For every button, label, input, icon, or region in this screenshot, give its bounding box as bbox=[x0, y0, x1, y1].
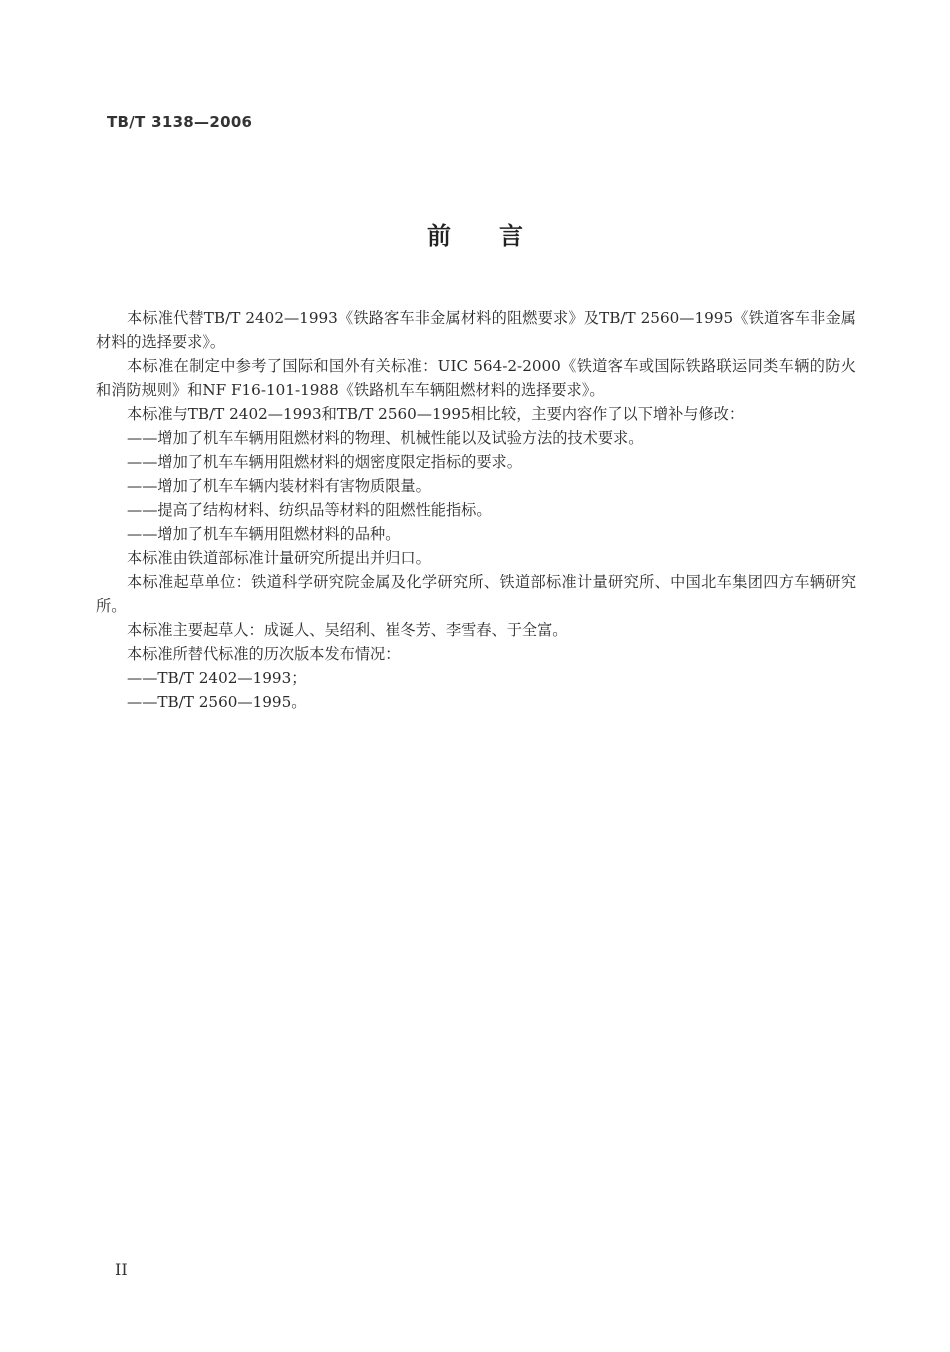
paragraph: 本标准在制定中参考了国际和国外有关标准：UIC 564-2-2000《铁道客车或国际铁路联运同类车辆的防火和消防规则》和NF F16-101-1988《铁路机车车辆阻燃材料的选择要求》。 bbox=[96, 357, 856, 399]
list-item: ——提高了结构材料、纺织品等材料的阻燃性能指标。 bbox=[127, 501, 492, 519]
list-item: ——TB/T 2402—1993； bbox=[127, 669, 307, 687]
paragraph: 本标准与TB/T 2402—1993和TB/T 2560—1995相比较，主要内容作了以下增补与修改： bbox=[127, 405, 745, 423]
list-item: ——增加了机车车辆用阻燃材料的物理、机械性能以及试验方法的技术要求。 bbox=[127, 429, 644, 447]
page-number: II bbox=[115, 1260, 128, 1279]
paragraph: 本标准所替代标准的历次版本发布情况： bbox=[127, 645, 401, 663]
list-item: ——增加了机车车辆内装材料有害物质限量。 bbox=[127, 477, 431, 495]
list-item: ——增加了机车车辆用阻燃材料的烟密度限定指标的要求。 bbox=[127, 453, 522, 471]
standard-code-header: TB/T 3138—2006 bbox=[107, 113, 253, 131]
paragraph: 本标准起草单位：铁道科学研究院金属及化学研究所、铁道部标准计量研究所、中国北车集团四方车辆研究所。 bbox=[96, 573, 856, 615]
paragraph: 本标准主要起草人：成诞人、吴绍利、崔冬芳、李雪春、于全富。 bbox=[127, 621, 568, 639]
list-item: ——增加了机车车辆用阻燃材料的品种。 bbox=[127, 525, 401, 543]
page-title: 前言 bbox=[427, 222, 571, 250]
foreword-body bbox=[96, 306, 856, 714]
paragraph: 本标准由铁道部标准计量研究所提出并归口。 bbox=[127, 549, 431, 567]
list-item: ——TB/T 2560—1995。 bbox=[127, 693, 307, 711]
paragraph: 本标准代替TB/T 2402—1993《铁路客车非金属材料的阻燃要求》及TB/T 2560—1995《铁道客车非金属材料的选择要求》。 bbox=[96, 309, 856, 351]
